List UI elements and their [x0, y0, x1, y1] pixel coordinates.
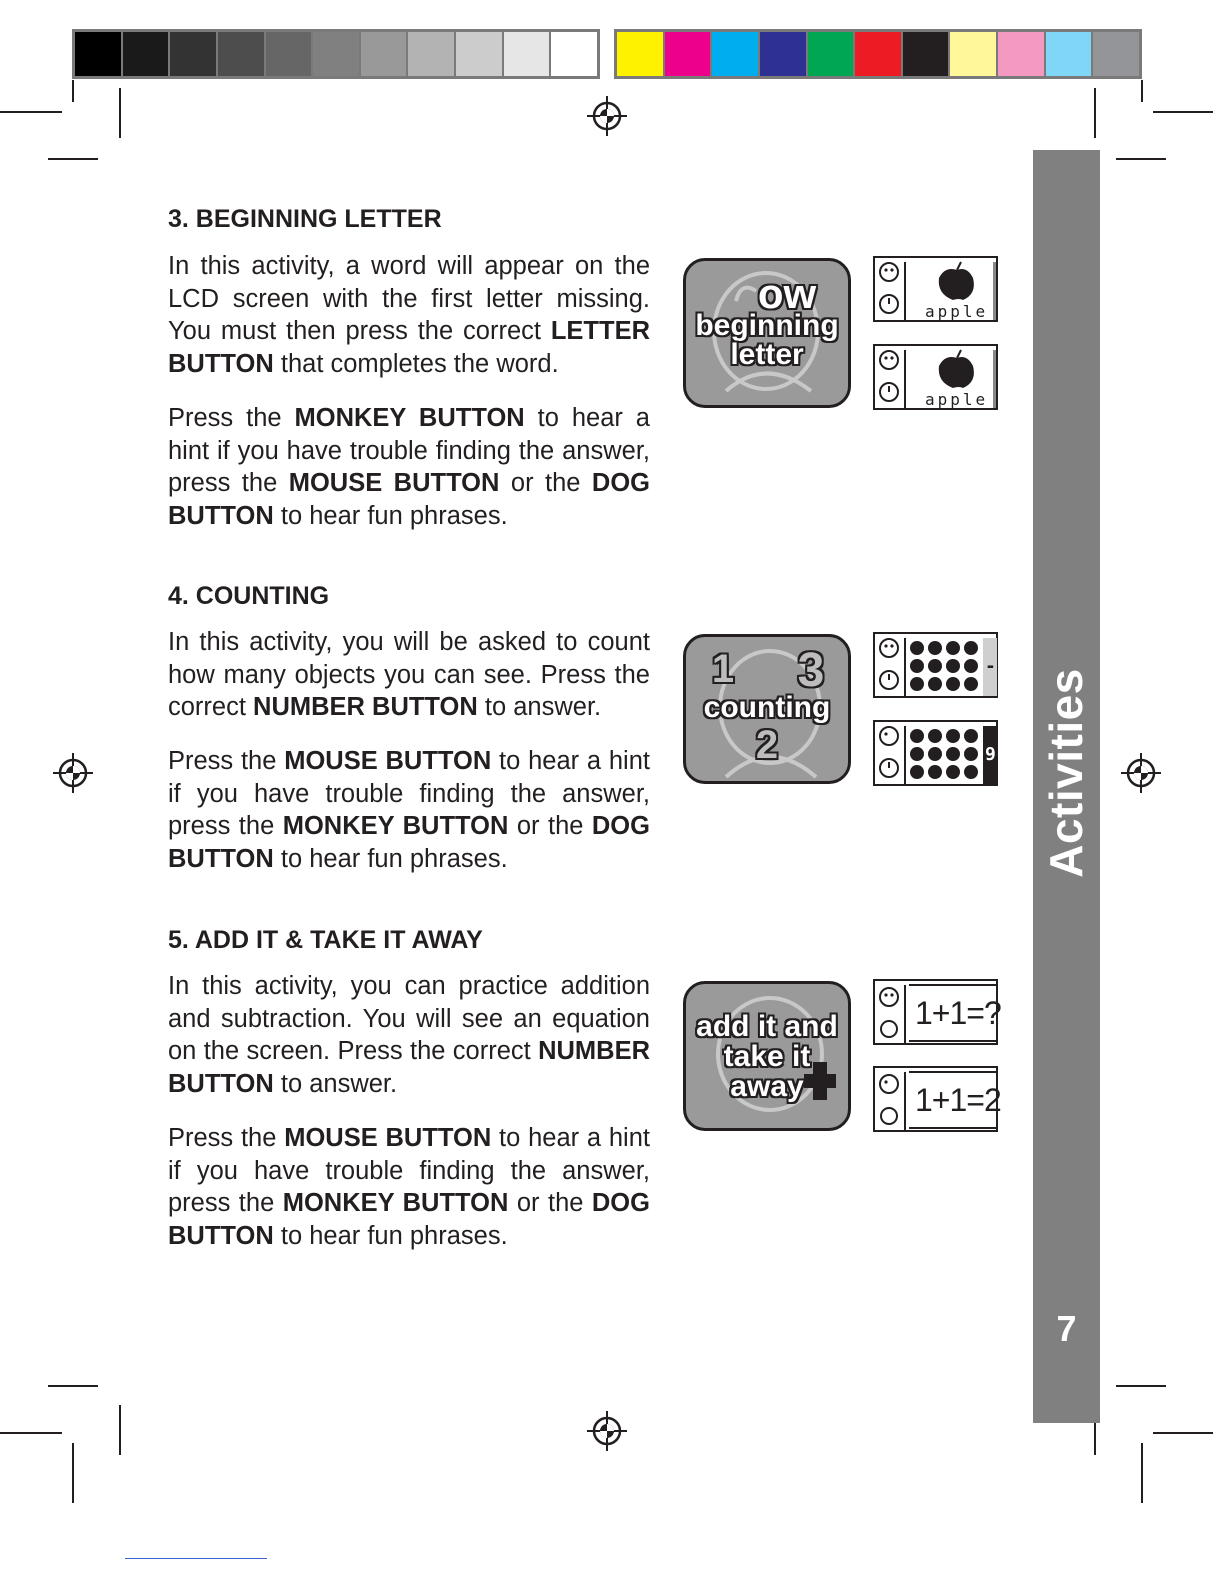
apple-icon [946, 641, 960, 655]
crop-mark [1141, 80, 1143, 102]
color-swatch [456, 32, 504, 76]
page-number: 7 [1056, 1308, 1077, 1349]
apple-icon [910, 659, 924, 673]
text-run: that completes the word. [273, 350, 559, 379]
button-name: MONKEY BUTTON [282, 812, 509, 841]
side-tab-label: Activities [1040, 668, 1092, 878]
crop-mark [72, 80, 74, 102]
registration-mark-icon [53, 753, 93, 793]
section-paragraph [168, 402, 650, 533]
color-swatch [551, 32, 597, 76]
process-color-bar [614, 29, 1142, 79]
color-swatch [75, 32, 123, 76]
crop-mark [1141, 1443, 1143, 1503]
text-run: Press the [168, 1124, 285, 1152]
color-swatch [998, 32, 1046, 76]
apple-icon [928, 747, 942, 761]
text-run: to hear a hint if you have trouble finding the answer, press the [168, 747, 650, 841]
button-name: NUMBER BUTTON [253, 693, 478, 722]
crop-mark [72, 1443, 74, 1503]
button-name: MONKEY BUTTON [294, 404, 525, 432]
badge-title-line: away [730, 1070, 804, 1103]
badge-title-line: beginning [695, 309, 839, 342]
lcd-equation: 1+1=? [915, 995, 1001, 1031]
apple-icon [964, 677, 978, 691]
lcd-answer: - [985, 656, 996, 677]
badge-title-line: take it [723, 1040, 811, 1073]
apple-icon [964, 659, 978, 673]
text-run: to hear a hint if you have trouble finding the answer, press the [168, 1124, 650, 1218]
footer-rule [125, 1558, 267, 1559]
button-name: MOUSE BUTTON [284, 747, 492, 775]
color-swatch [665, 32, 713, 76]
apple-icon [910, 677, 924, 691]
apple-icon [964, 641, 978, 655]
lcd-screen [873, 256, 998, 322]
grayscale-color-bar [72, 29, 600, 79]
crop-mark [0, 1432, 62, 1434]
crop-mark [48, 158, 98, 160]
crop-mark [1116, 1385, 1166, 1387]
crop-mark [1153, 111, 1213, 113]
lcd-screen [873, 720, 998, 786]
crop-mark [1153, 1432, 1213, 1434]
apple-icon [928, 677, 942, 691]
text-run: In this activity, a word will appear on the LCD screen with the first letter missing. You must then press the correct [168, 252, 650, 346]
color-swatch [808, 32, 856, 76]
registration-mark-icon [587, 96, 627, 136]
crop-mark [1094, 88, 1096, 138]
text-run: to hear a hint if you have trouble finding the answer, press the [168, 404, 650, 498]
apple-icon [910, 765, 924, 779]
section-heading: 4. COUNTING [168, 582, 330, 610]
apple-icon [910, 729, 924, 743]
registration-mark-icon [1121, 753, 1161, 793]
button-name: DOG BUTTON [168, 1189, 650, 1251]
color-swatch [760, 32, 808, 76]
color-swatch [855, 32, 903, 76]
text-run: Press the [168, 747, 285, 775]
color-swatch [123, 32, 171, 76]
lcd-word: apple [925, 302, 989, 321]
apple-icon [964, 765, 978, 779]
color-swatch [950, 32, 998, 76]
apple-icon [910, 641, 924, 655]
apple-icon [946, 677, 960, 691]
section-heading: 5. ADD IT & TAKE IT AWAY [168, 926, 483, 954]
button-name: MOUSE BUTTON [288, 469, 500, 498]
crop-mark [48, 1385, 98, 1387]
section-paragraph [168, 745, 650, 876]
section-paragraph [168, 626, 650, 724]
color-swatch [170, 32, 218, 76]
color-swatch [903, 32, 951, 76]
text-run: or the [499, 469, 592, 498]
color-swatch [266, 32, 314, 76]
apple-icon [928, 659, 942, 673]
apple-icon [946, 659, 960, 673]
color-swatch [218, 32, 266, 76]
color-swatch [712, 32, 760, 76]
text-run: to hear fun phrases. [273, 845, 508, 874]
apple-icon [928, 729, 942, 743]
color-swatch [1093, 32, 1139, 76]
text-run: or the [508, 812, 592, 841]
registration-mark-icon [587, 1411, 627, 1451]
button-name: MONKEY BUTTON [282, 1189, 509, 1218]
section-paragraph [168, 250, 650, 381]
apple-icon [928, 641, 942, 655]
text-run: Press the [168, 404, 295, 432]
color-swatch [313, 32, 361, 76]
activity-badge-beginning-letter [683, 258, 851, 408]
lcd-answer: 9 [985, 744, 996, 765]
badge-title-line: counting [703, 691, 831, 724]
text-run: In this activity, you can practice addition and subtraction. You will see an equation on the screen. Press the correct [168, 972, 650, 1066]
apple-icon [946, 765, 960, 779]
button-name: DOG BUTTON [168, 469, 650, 531]
button-name: DOG BUTTON [168, 812, 650, 874]
button-name: NUMBER BUTTON [168, 1037, 650, 1099]
lcd-characters-icon [875, 722, 1000, 788]
section-paragraph [168, 1122, 650, 1253]
lcd-screen [873, 632, 998, 698]
lcd-screen [873, 344, 998, 410]
badge-digit: 1 [711, 647, 735, 691]
badge-accent: ow [757, 270, 817, 317]
activity-badge-counting [683, 634, 851, 784]
apple-icon [910, 747, 924, 761]
text-run: to answer. [477, 693, 602, 722]
color-swatch [408, 32, 456, 76]
lcd-characters-icon [875, 634, 1000, 700]
lcd-screen [873, 979, 1001, 1045]
button-name: LETTER BUTTON [168, 317, 650, 379]
activity-badge-add-it-and-take-it-away [683, 981, 851, 1131]
lcd-equation: 1+1=2 [915, 1082, 1001, 1118]
section-paragraph [168, 970, 650, 1101]
text-run: to hear fun phrases. [273, 502, 508, 531]
lcd-screen [873, 1066, 1001, 1132]
apple-icon [964, 729, 978, 743]
apple-icon [946, 747, 960, 761]
crop-mark [0, 111, 62, 113]
button-name: MOUSE BUTTON [284, 1124, 492, 1152]
crop-mark [1116, 158, 1166, 160]
crop-mark [119, 1405, 121, 1455]
apple-icon [946, 729, 960, 743]
apple-icon [964, 747, 978, 761]
text-run: to hear fun phrases. [273, 1222, 508, 1251]
apple-icon [928, 765, 942, 779]
badge-title-line: add it and [696, 1010, 838, 1043]
section-heading: 3. BEGINNING LETTER [168, 205, 442, 233]
color-swatch [1046, 32, 1094, 76]
text-run: or the [508, 1189, 592, 1218]
color-swatch [361, 32, 409, 76]
crop-mark [119, 88, 121, 138]
text-run: to answer. [273, 1070, 398, 1099]
lcd-word: apple [925, 390, 989, 409]
badge-digit: 3 [797, 644, 825, 697]
badge-digit: 2 [755, 723, 779, 767]
color-swatch [504, 32, 552, 76]
color-swatch [617, 32, 665, 76]
text-run: In this activity, you will be asked to count how many objects you can see. Press the correct [168, 628, 650, 722]
badge-title-line: letter [730, 338, 804, 371]
